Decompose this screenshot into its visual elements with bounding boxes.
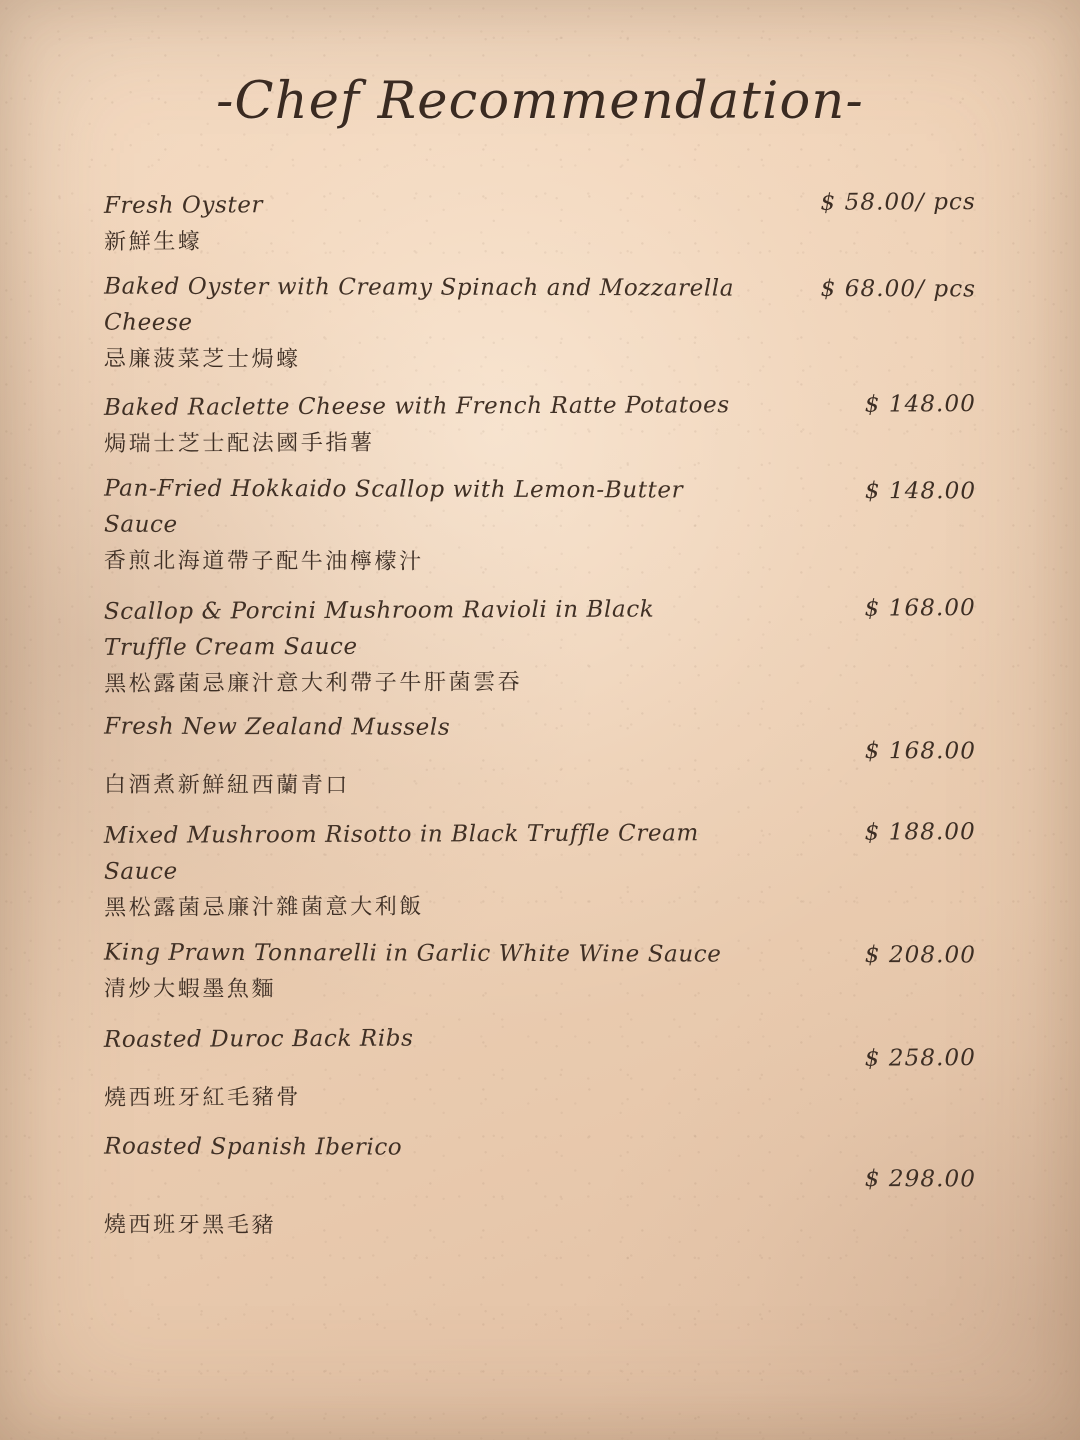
menu-item xyxy=(104,471,976,582)
item-price: $ 168.00 xyxy=(864,595,976,622)
item-name-en: Fresh Oyster xyxy=(103,192,264,219)
item-name-zh: 燒西班牙黑毛豬 xyxy=(103,1212,277,1239)
menu-item xyxy=(104,709,976,806)
menu-item xyxy=(104,1129,976,1246)
item-name-en: Roasted Spanish Iberico xyxy=(104,1133,403,1161)
menu-item xyxy=(104,935,976,1010)
item-name-zh: 香煎北海道帶子配牛油檸檬汁 xyxy=(103,548,424,575)
item-name-zh: 新鮮生蠔 xyxy=(104,229,203,255)
item-price: $ 68.00/ pcs xyxy=(820,275,977,303)
menu-item xyxy=(104,1018,976,1116)
item-name-en: Roasted Duroc Back Ribs xyxy=(103,1025,414,1053)
menu-item xyxy=(104,184,976,260)
item-name-zh: 燒西班牙紅毛豬骨 xyxy=(104,1085,301,1111)
item-price: $ 258.00 xyxy=(864,1045,977,1072)
item-name-en: Mixed Mushroom Risotto in Black Truffle Cream Sauce xyxy=(103,820,699,885)
menu-item xyxy=(104,814,976,926)
item-name-zh: 黑松露菌忌廉汁意大利帶子牛肝菌雲吞 xyxy=(104,670,523,697)
menu-item xyxy=(104,386,976,462)
item-name-en: Baked Oyster with Creamy Spinach and Mozzarella Cheese xyxy=(103,273,735,336)
item-name-zh: 黑松露菌忌廉汁雜菌意大利飯 xyxy=(104,894,425,921)
item-name-zh: 焗瑞士芝士配法國手指薯 xyxy=(104,430,375,457)
item-name-en: Pan-Fried Hokkaido Scallop with Lemon-Butter Sauce xyxy=(103,475,684,538)
menu-item-list xyxy=(104,186,976,1252)
menu-item xyxy=(104,590,976,702)
item-price: $ 208.00 xyxy=(864,942,977,969)
item-price: $ 148.00 xyxy=(864,391,976,418)
item-price: $ 188.00 xyxy=(864,819,976,846)
item-price: $ 168.00 xyxy=(864,738,977,765)
item-name-zh: 忌廉菠菜芝士焗蠔 xyxy=(103,346,301,373)
item-name-en: Baked Raclette Cheese with French Ratte Potatoes xyxy=(103,392,730,421)
item-price: $ 298.00 xyxy=(864,1166,977,1193)
item-name-en: Scallop & Porcini Mushroom Ravioli in Black Truffle Cream Sauce xyxy=(103,596,655,661)
item-price: $ 148.00 xyxy=(864,478,977,505)
item-name-zh: 清炒大蝦墨魚麵 xyxy=(103,976,277,1003)
item-name-en: King Prawn Tonnarelli in Garlic White Wine Sauce xyxy=(104,939,722,968)
page-title: -Chef Recommendation- xyxy=(216,72,864,131)
item-name-zh: 白酒煮新鮮紐西蘭青口 xyxy=(103,772,350,799)
menu-item xyxy=(104,269,976,380)
item-name-en: Fresh New Zealand Mussels xyxy=(104,713,451,741)
item-price: $ 58.00/ pcs xyxy=(820,189,976,216)
